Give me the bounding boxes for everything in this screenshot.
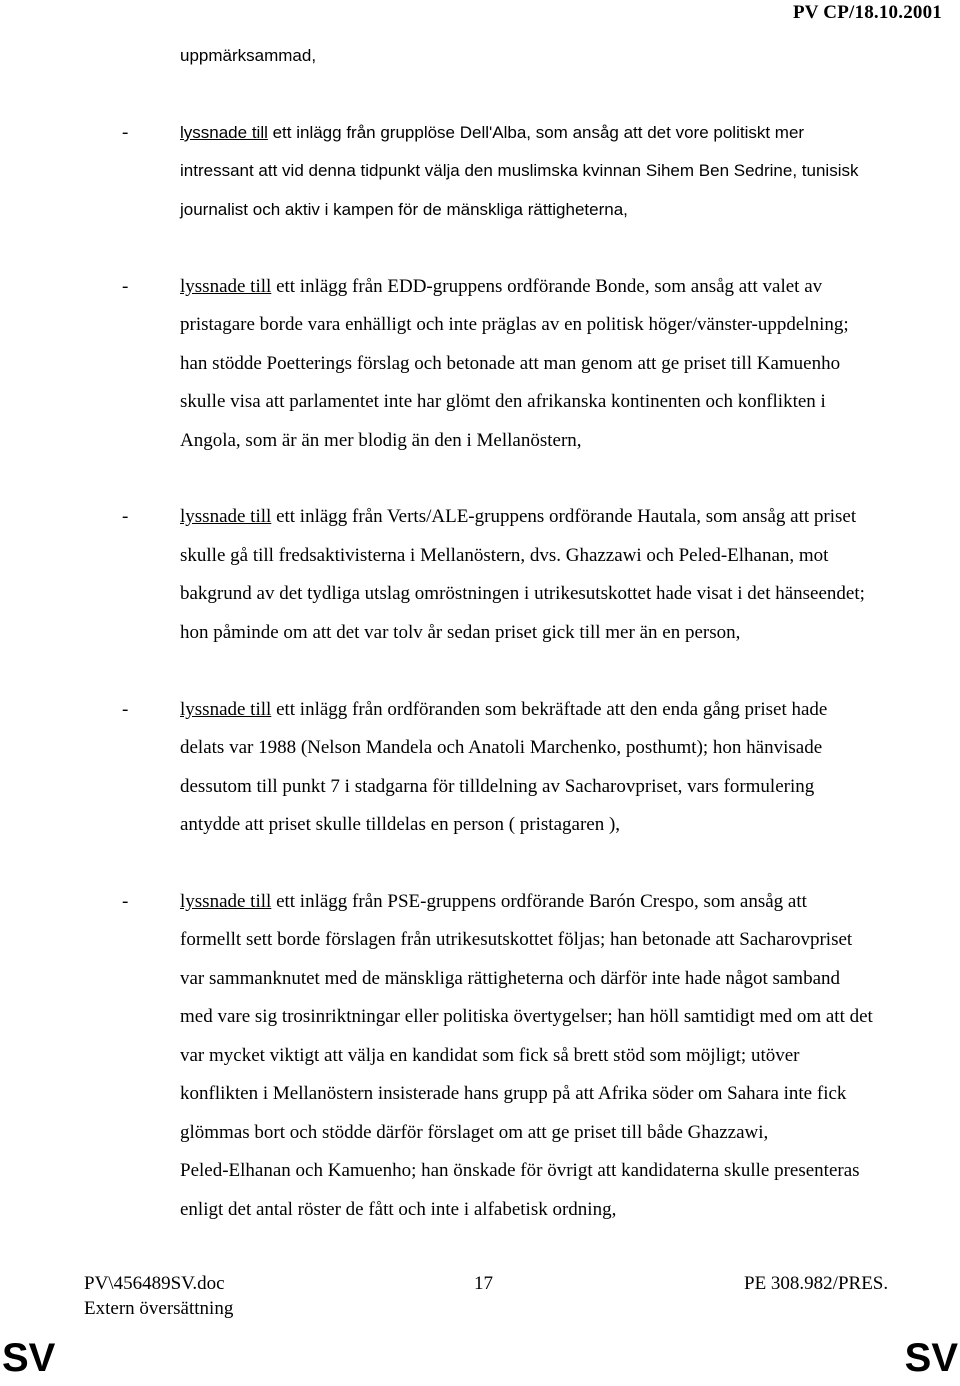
verb-underlined: lyssnade till	[180, 699, 272, 720]
list-item-line: dessutom till punkt 7 i stadgarna för tilldelning av Sacharovpriset, vars formulering	[180, 776, 815, 797]
list-item-line: enligt det antal röster de fått och inte i alfabetisk ordning,	[180, 1199, 617, 1220]
list-item-line: hon påminde om att det var tolv år sedan priset gick till mer än en person,	[180, 622, 741, 643]
footer-page-number: 17	[474, 1273, 493, 1294]
list-item-line: skulle gå till fredsaktivisterna i Mellanöstern, dvs. Ghazzawi och Peled-Elhanan, mot	[180, 545, 829, 566]
verb-underlined: lyssnade till	[180, 506, 272, 527]
list-item-line: Peled-Elhanan och Kamuenho; han önskade för övrigt att kandidaterna skulle presenteras	[180, 1160, 860, 1181]
list-item-line: journalist och aktiv i kampen för de mänskliga rättigheterna,	[180, 200, 628, 219]
list-item-line: skulle visa att parlamentet inte har glömt den afrikanska kontinenten och konflikten i	[180, 391, 826, 412]
list-item-line: var sammanknutet med de mänskliga rättigheterna och därför inte hade något samband	[180, 968, 841, 989]
list-dash: -	[122, 891, 129, 912]
list-item-line: med vare sig trosinriktningar eller politiska övertygelser; han höll samtidigt med om att det	[180, 1006, 873, 1027]
list-dash: -	[122, 506, 129, 527]
list-item-line: bakgrund av det tydliga utslag omröstningen i utrikesutskottet hade visat i det hänseendet;	[180, 583, 865, 604]
list-item-line: delats var 1988 (Nelson Mandela och Anatoli Marchenko, posthumt); hon hänvisade	[180, 737, 823, 758]
list-dash: -	[122, 699, 129, 720]
footer-pe-reference: PE 308.982/PRES.	[744, 1273, 889, 1294]
list-item-line: han stödde Poetterings förslag och betonade att man genom att ge priset till Kamuenho	[180, 353, 841, 374]
list-item-line: intressant att vid denna tidpunkt välja den muslimska kvinnan Sihem Ben Sedrine, tunisisk	[180, 161, 859, 180]
verb-underlined: lyssnade till	[180, 123, 268, 142]
list-item-line: konflikten i Mellanöstern insisterade hans grupp på att Afrika söder om Sahara inte fick	[180, 1083, 847, 1104]
footer-translation-note: Extern översättning	[84, 1298, 234, 1319]
list-dash: -	[122, 122, 129, 143]
list-item-line: glömmas bort och stödde därför förslaget om att ge priset till både Ghazzawi,	[180, 1122, 769, 1143]
list-item-line	[180, 505, 856, 529]
list-item-line	[180, 698, 827, 722]
list-item-line: antydde att priset skulle tilldelas en person ( pristagaren ),	[180, 814, 621, 835]
intro-line: uppmärksammad,	[180, 46, 317, 65]
line-text: ett inlägg från Verts/ALE-gruppens ordförande Hautala, som ansåg att priset	[271, 506, 857, 527]
document-reference: PV CP/18.10.2001	[792, 2, 942, 23]
list-dash: -	[122, 276, 129, 297]
list-item-line: Angola, som är än mer blodig än den i Mellanöstern,	[180, 430, 582, 451]
list-item-line: pristagare borde vara enhälligt och inte präglas av en politisk höger/vänster-uppdelning;	[180, 314, 849, 335]
language-code-left: SV	[2, 1336, 56, 1380]
language-code-right: SV	[904, 1336, 958, 1380]
list-item-line: var mycket viktigt att välja en kandidat som fick så brett stöd som möjligt; utöver	[180, 1045, 800, 1066]
verb-underlined: lyssnade till	[180, 276, 272, 297]
list-item-line	[180, 121, 804, 145]
verb-underlined: lyssnade till	[180, 891, 272, 912]
list-item-line	[180, 275, 822, 299]
line-text: ett inlägg från PSE-gruppens ordförande Barón Crespo, som ansåg att	[271, 891, 807, 912]
list-item-line: formellt sett borde förslagen från utrikesutskottet följas; han betonade att Sacharovpriset	[180, 929, 853, 950]
line-text: ett inlägg från grupplöse Dell'Alba, som ansåg att det vore politiskt mer	[267, 123, 805, 142]
list-item-line	[180, 890, 807, 914]
footer-doc-reference: PV\456489SV.doc	[84, 1273, 225, 1294]
line-text: ett inlägg från EDD-gruppens ordförande Bonde, som ansåg att valet av	[271, 276, 823, 297]
line-text: ett inlägg från ordföranden som bekräftade att den enda gång priset hade	[271, 699, 828, 720]
